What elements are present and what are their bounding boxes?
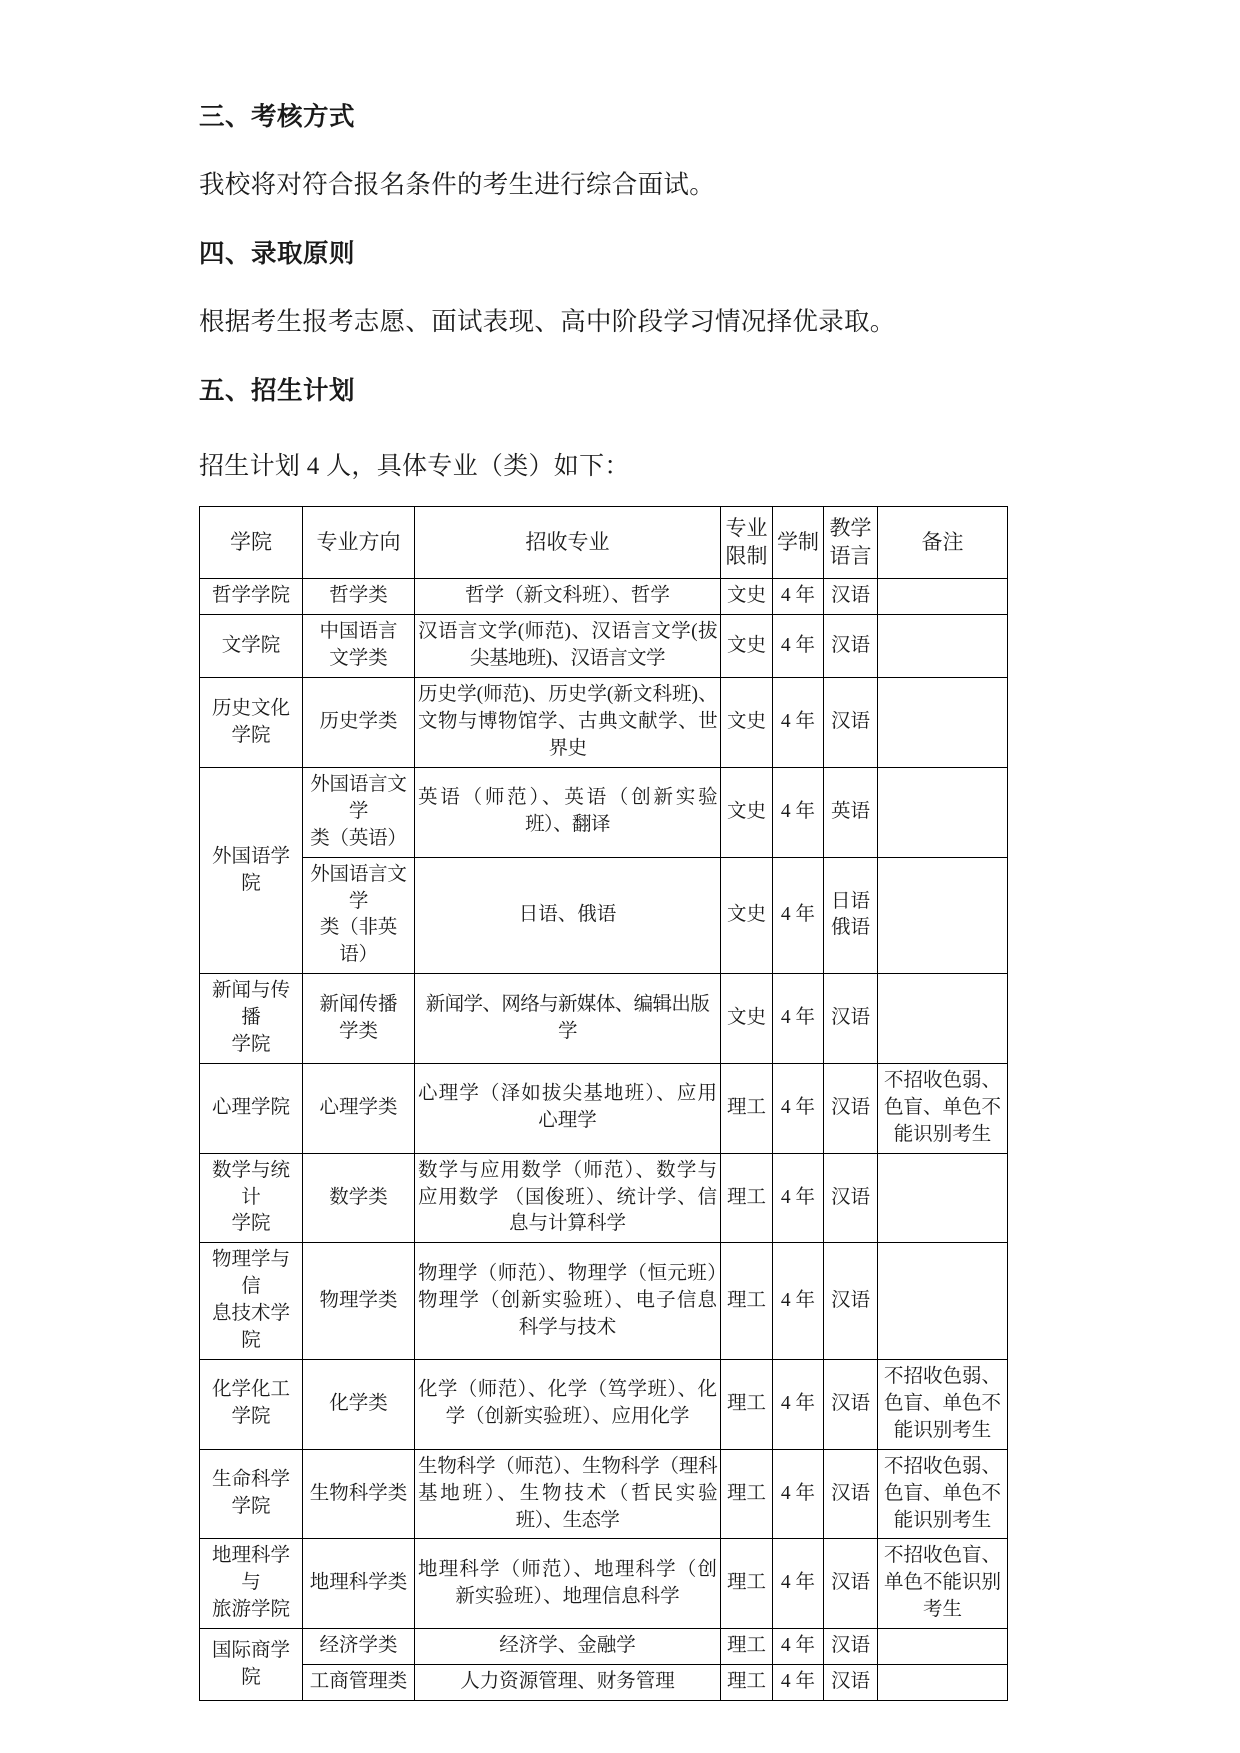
table-row	[200, 767, 1008, 857]
cell-college-line1: 历史文化	[211, 697, 290, 719]
cell-major: 日语、俄语	[415, 857, 721, 974]
cell-remark	[878, 1153, 1008, 1243]
cell-college-line2: 学院	[231, 724, 271, 746]
cell-limit: 文史	[721, 579, 773, 615]
cell-major: 地理科学（师范）、地理科学（创新实验班）、地理信息科学	[415, 1539, 721, 1629]
table-row	[200, 1243, 1008, 1360]
cell-direction: 生物科学类	[303, 1449, 415, 1539]
header-length: 学制	[773, 506, 824, 579]
header-direction: 专业方向	[303, 506, 415, 579]
cell-college	[200, 678, 303, 768]
cell-remark	[878, 615, 1008, 678]
table-row	[200, 1539, 1008, 1629]
cell-college	[200, 1539, 303, 1629]
cell-length: 4 年	[773, 579, 824, 615]
cell-language	[824, 857, 878, 974]
cell-college-line2: 学院	[231, 1406, 271, 1428]
cell-direction	[303, 767, 415, 857]
cell-remark: 不招收色弱、色盲、单色不能识别考生	[878, 1449, 1008, 1539]
cell-length: 4 年	[773, 1629, 824, 1665]
cell-limit: 理工	[721, 1243, 773, 1360]
cell-major: 历史学(师范)、历史学(新文科班)、文物与博物馆学、古典文献学、世界史	[415, 678, 721, 768]
header-limit-line1: 专业	[725, 515, 768, 540]
cell-college	[200, 1449, 303, 1539]
cell-length: 4 年	[773, 1153, 824, 1243]
cell-limit: 理工	[721, 1063, 773, 1153]
cell-major: 数学与应用数学（师范）、数学与应用数学 （国俊班）、统计学、信息与计算科学	[415, 1153, 721, 1243]
cell-length: 4 年	[773, 678, 824, 768]
cell-remark	[878, 678, 1008, 768]
cell-limit: 文史	[721, 767, 773, 857]
cell-college-line2: 旅游学院	[211, 1599, 290, 1621]
cell-limit: 理工	[721, 1539, 773, 1629]
cell-direction-line2: 文学类	[329, 648, 388, 670]
section-body-admission-principle: 根据考生报考志愿、面试表现、高中阶段学习情况择优录取。	[199, 306, 896, 336]
cell-college: 文学院	[200, 615, 303, 678]
cell-language: 汉语	[824, 1153, 878, 1243]
cell-remark: 不招收色弱、色盲、单色不能识别考生	[878, 1063, 1008, 1153]
cell-college: 哲学学院	[200, 579, 303, 615]
table-row	[200, 1063, 1008, 1153]
cell-major: 英语（师范）、英语（创新实验班）、翻译	[415, 767, 721, 857]
cell-college	[200, 1360, 303, 1450]
cell-limit: 文史	[721, 857, 773, 974]
cell-remark	[878, 1665, 1008, 1701]
cell-major: 经济学、金融学	[415, 1629, 721, 1665]
cell-college	[200, 1153, 303, 1243]
header-remark: 备注	[878, 506, 1008, 579]
cell-language: 汉语	[824, 1539, 878, 1629]
cell-length: 4 年	[773, 767, 824, 857]
header-limit-line2: 限制	[725, 544, 768, 569]
cell-college-line2: 学院	[231, 1496, 271, 1518]
cell-direction: 工商管理类	[303, 1665, 415, 1701]
cell-length: 4 年	[773, 857, 824, 974]
section-heading-enrollment-plan: 五、招生计划	[199, 376, 356, 405]
cell-college-line1: 数学与统计	[211, 1159, 290, 1208]
header-language	[824, 506, 878, 579]
table-row	[200, 857, 1008, 974]
cell-direction-line2: 学类	[338, 1020, 378, 1042]
cell-college: 国际商学院	[200, 1629, 303, 1701]
cell-college: 外国语学院	[200, 767, 303, 973]
cell-length: 4 年	[773, 1449, 824, 1539]
cell-limit: 理工	[721, 1665, 773, 1701]
cell-language: 英语	[824, 767, 878, 857]
cell-major: 生物科学（师范）、生物科学（理科基地班）、生物技术（哲民实验班）、生态学	[415, 1449, 721, 1539]
cell-major: 汉语言文学(师范)、汉语言文学(拔尖基地班)、汉语言文学	[415, 615, 721, 678]
cell-direction: 物理学类	[303, 1243, 415, 1360]
cell-limit: 理工	[721, 1360, 773, 1450]
cell-remark: 不招收色弱、色盲、单色不能识别考生	[878, 1360, 1008, 1450]
cell-language: 汉语	[824, 615, 878, 678]
cell-remark: 不招收色盲、单色不能识别考生	[878, 1539, 1008, 1629]
cell-college	[200, 974, 303, 1064]
cell-remark	[878, 1629, 1008, 1665]
cell-limit: 理工	[721, 1153, 773, 1243]
header-language-line1: 教学	[829, 515, 872, 540]
table-row	[200, 1153, 1008, 1243]
cell-major: 哲学（新文科班）、哲学	[415, 579, 721, 615]
cell-limit: 文史	[721, 615, 773, 678]
cell-direction-line1: 外国语言文学	[310, 773, 407, 822]
cell-college-line2: 息技术学院	[211, 1303, 290, 1352]
cell-limit: 理工	[721, 1629, 773, 1665]
cell-length: 4 年	[773, 1665, 824, 1701]
cell-remark	[878, 767, 1008, 857]
cell-direction: 心理学类	[303, 1063, 415, 1153]
cell-limit: 文史	[721, 678, 773, 768]
table-row	[200, 615, 1008, 678]
cell-major: 物理学（师范）、物理学（恒元班）物理学（创新实验班）、电子信息科学与技术	[415, 1243, 721, 1360]
cell-college-line1: 生命科学	[211, 1469, 290, 1491]
header-college: 学院	[200, 506, 303, 579]
cell-college	[200, 1243, 303, 1360]
cell-direction: 化学类	[303, 1360, 415, 1450]
cell-direction-line1: 新闻传播	[319, 993, 398, 1015]
cell-language: 汉语	[824, 1360, 878, 1450]
table-row	[200, 1629, 1008, 1665]
table-row	[200, 1665, 1008, 1701]
cell-language: 汉语	[824, 1449, 878, 1539]
section-heading-admission-principle: 四、录取原则	[199, 239, 356, 268]
cell-direction: 历史学类	[303, 678, 415, 768]
cell-college-line1: 化学化工	[211, 1379, 290, 1401]
table-row	[200, 974, 1008, 1064]
cell-major: 化学（师范）、化学（笃学班）、化学（创新实验班）、应用化学	[415, 1360, 721, 1450]
cell-direction	[303, 615, 415, 678]
cell-direction: 经济学类	[303, 1629, 415, 1665]
cell-length: 4 年	[773, 974, 824, 1064]
header-major: 招收专业	[415, 506, 721, 579]
cell-language: 汉语	[824, 579, 878, 615]
cell-limit: 理工	[721, 1449, 773, 1539]
cell-major: 心理学（泽如拔尖基地班）、应用心理学	[415, 1063, 721, 1153]
cell-college-line2: 学院	[231, 1213, 271, 1235]
cell-direction: 数学类	[303, 1153, 415, 1243]
cell-language-line1: 日语	[830, 890, 870, 912]
enrollment-plan-table	[199, 506, 1008, 1701]
table-header-row	[200, 506, 1008, 579]
cell-direction-line1: 外国语言文学	[310, 863, 407, 912]
cell-remark	[878, 857, 1008, 974]
cell-college: 心理学院	[200, 1063, 303, 1153]
cell-language: 汉语	[824, 1243, 878, 1360]
cell-length: 4 年	[773, 1063, 824, 1153]
cell-length: 4 年	[773, 1360, 824, 1450]
cell-major: 新闻学、网络与新媒体、编辑出版学	[415, 974, 721, 1064]
cell-language: 汉语	[824, 974, 878, 1064]
table-row	[200, 579, 1008, 615]
table-row	[200, 1449, 1008, 1539]
cell-remark	[878, 974, 1008, 1064]
cell-major: 人力资源管理、财务管理	[415, 1665, 721, 1701]
cell-direction	[303, 974, 415, 1064]
cell-direction-line2: 类（英语）	[310, 827, 407, 849]
enrollment-plan-intro: 招生计划 4 人，具体专业（类）如下：	[199, 452, 630, 480]
cell-direction: 哲学类	[303, 579, 415, 615]
cell-remark	[878, 1243, 1008, 1360]
cell-language: 汉语	[824, 678, 878, 768]
cell-length: 4 年	[773, 615, 824, 678]
cell-college-line1: 新闻与传播	[211, 980, 290, 1029]
cell-college-line2: 学院	[231, 1034, 271, 1056]
cell-language: 汉语	[824, 1629, 878, 1665]
cell-direction-line1: 中国语言	[319, 621, 398, 643]
header-language-line2: 语言	[829, 544, 872, 569]
cell-direction: 地理科学类	[303, 1539, 415, 1629]
header-limit	[721, 506, 773, 579]
section-body-assessment: 我校将对符合报名条件的考生进行综合面试。	[199, 169, 716, 199]
cell-remark	[878, 579, 1008, 615]
table-row	[200, 1360, 1008, 1450]
cell-language: 汉语	[824, 1665, 878, 1701]
cell-college-line1: 地理科学与	[211, 1545, 290, 1594]
table-row	[200, 678, 1008, 768]
cell-language-line2: 俄语	[830, 917, 870, 939]
cell-length: 4 年	[773, 1243, 824, 1360]
cell-limit: 文史	[721, 974, 773, 1064]
cell-direction-line2: 类（非英语）	[319, 917, 398, 966]
cell-length: 4 年	[773, 1539, 824, 1629]
cell-direction	[303, 857, 415, 974]
cell-college-line1: 物理学与信	[211, 1249, 290, 1298]
section-heading-assessment: 三、考核方式	[199, 102, 356, 131]
cell-language: 汉语	[824, 1063, 878, 1153]
